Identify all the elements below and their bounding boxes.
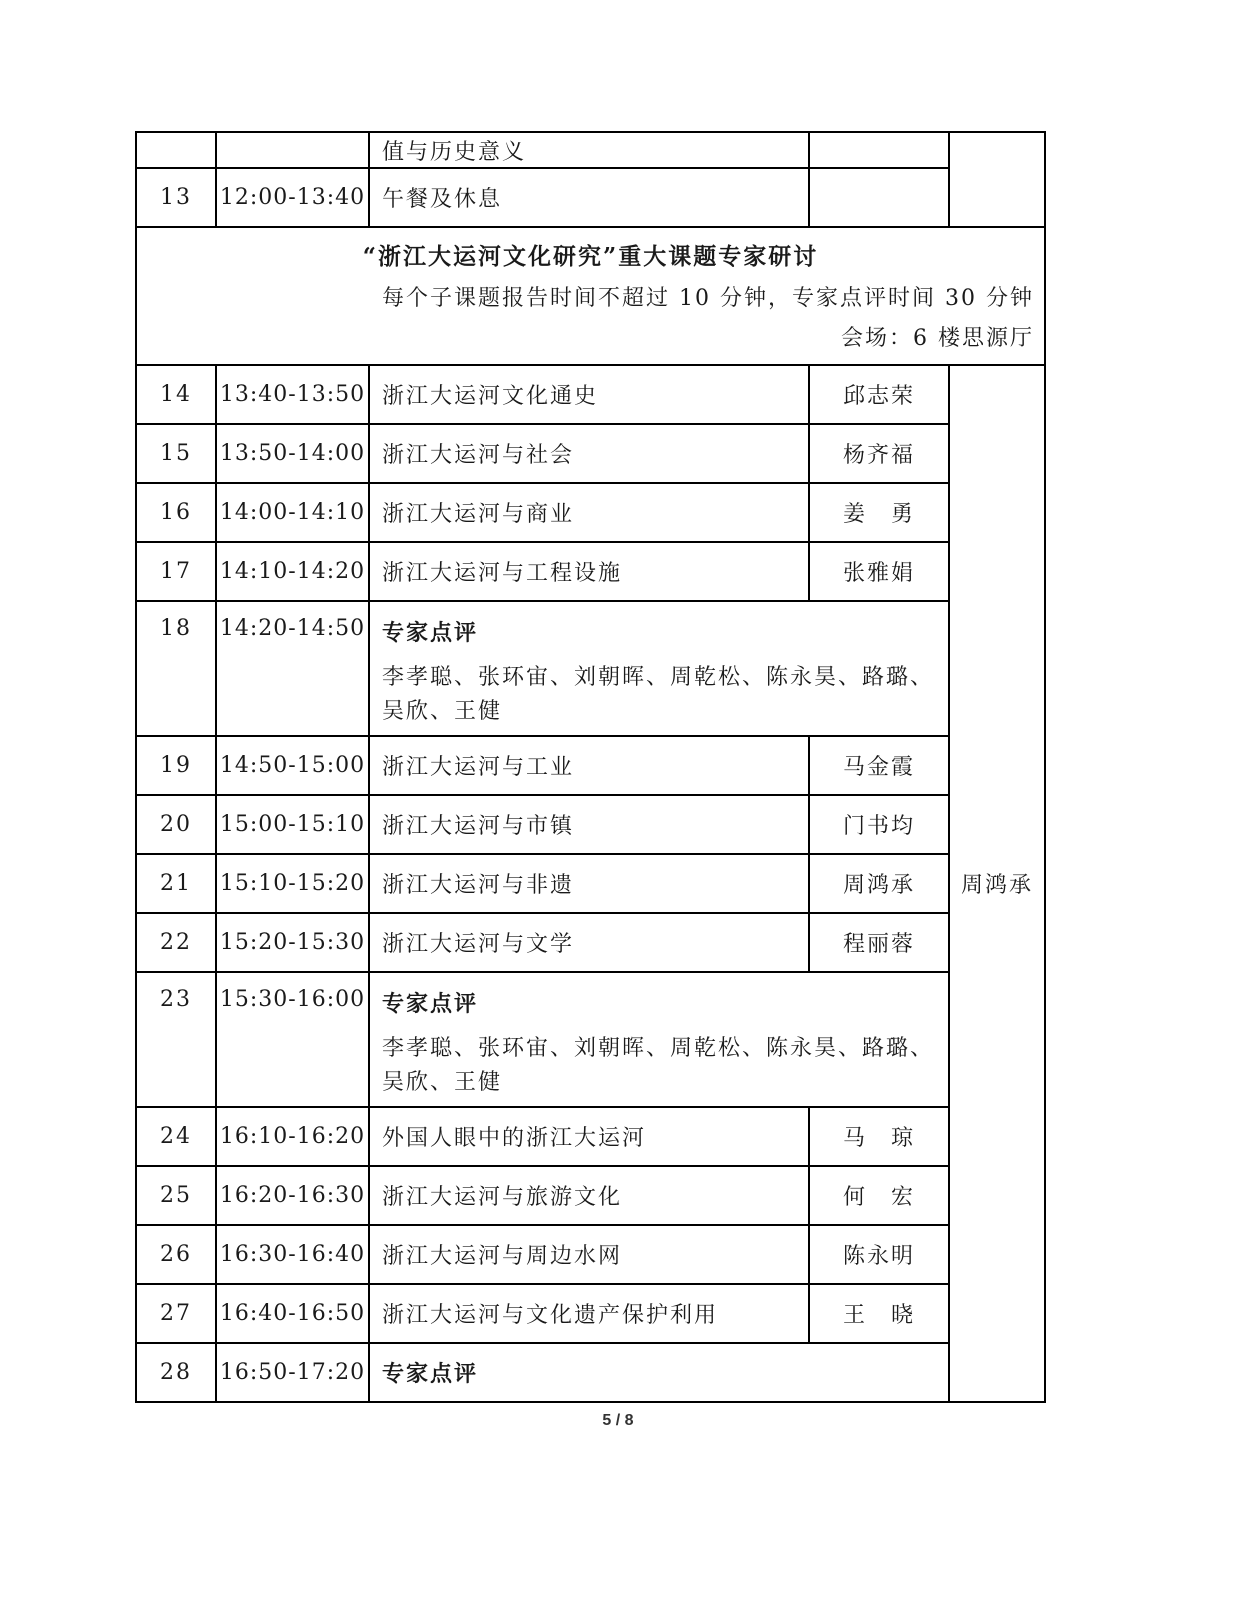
row-time: 14:20-14:50: [216, 601, 369, 736]
row-number: 22: [136, 913, 216, 972]
row-time: [216, 132, 369, 168]
table-row: [136, 132, 1045, 168]
row-number: 14: [136, 365, 216, 424]
table-row: [136, 854, 1045, 913]
section-header-row: [136, 227, 1045, 365]
table-row: [136, 542, 1045, 601]
table-row: [136, 1166, 1045, 1225]
row-topic: 浙江大运河与文化遗产保护利用: [369, 1284, 809, 1343]
row-number: 16: [136, 483, 216, 542]
row-topic: 浙江大运河与文学: [369, 913, 809, 972]
review-title: 专家点评: [382, 991, 479, 1017]
review-row: [136, 1343, 1045, 1402]
row-time: 13:50-14:00: [216, 424, 369, 483]
table-row: [136, 1225, 1045, 1284]
row-number: 28: [136, 1343, 216, 1402]
section-note: 每个子课题报告时间不超过 10 分钟，专家点评时间 30 分钟: [382, 286, 1034, 311]
row-time: 15:00-15:10: [216, 795, 369, 854]
section-title: “浙江大运河文化研究”重大课题专家研讨: [362, 243, 819, 270]
review-cell: [369, 972, 949, 1107]
review-row: [136, 972, 1045, 1107]
row-time: 15:20-15:30: [216, 913, 369, 972]
row-number: 19: [136, 736, 216, 795]
row-time: 16:20-16:30: [216, 1166, 369, 1225]
row-speaker: 杨齐福: [809, 424, 949, 483]
review-row: [136, 601, 1045, 736]
schedule-body: [136, 365, 1045, 1402]
host-cell: 周鸿承: [949, 365, 1045, 1402]
row-number: 25: [136, 1166, 216, 1225]
row-time: 12:00-13:40: [216, 168, 369, 227]
table-row: [136, 913, 1045, 972]
row-speaker: 陈永明: [809, 1225, 949, 1284]
row-topic: 浙江大运河与商业: [369, 483, 809, 542]
table-row: [136, 795, 1045, 854]
row-time: 13:40-13:50: [216, 365, 369, 424]
row-topic: 浙江大运河与工业: [369, 736, 809, 795]
row-time: 16:30-16:40: [216, 1225, 369, 1284]
host-cell-empty: [949, 132, 1045, 227]
row-topic: 浙江大运河与旅游文化: [369, 1166, 809, 1225]
row-speaker: 马 琼: [809, 1107, 949, 1166]
table-row: [136, 168, 1045, 227]
row-number: 27: [136, 1284, 216, 1343]
review-cell: [369, 601, 949, 736]
row-speaker: 马金霞: [809, 736, 949, 795]
row-speaker: 邱志荣: [809, 365, 949, 424]
table-row: [136, 424, 1045, 483]
table-row: [136, 365, 1045, 424]
table-row: [136, 1107, 1045, 1166]
row-speaker: 何 宏: [809, 1166, 949, 1225]
row-number: [136, 132, 216, 168]
row-time: 16:10-16:20: [216, 1107, 369, 1166]
table-row: [136, 1284, 1045, 1343]
row-number: 15: [136, 424, 216, 483]
row-topic: 浙江大运河与工程设施: [369, 542, 809, 601]
review-cell: [369, 1343, 949, 1402]
review-experts: 李孝聪、张环宙、刘朝晖、周乾松、陈永昊、路璐、吴欣、王健: [382, 1036, 935, 1095]
row-topic: 浙江大运河与非遗: [369, 854, 809, 913]
row-time: 14:10-14:20: [216, 542, 369, 601]
row-topic: 浙江大运河文化通史: [369, 365, 809, 424]
section-header: [136, 227, 1045, 365]
section-venue: 会场：6 楼思源厅: [841, 326, 1034, 351]
row-time: 14:50-15:00: [216, 736, 369, 795]
row-topic: 浙江大运河与社会: [369, 424, 809, 483]
row-topic: 浙江大运河与周边水网: [369, 1225, 809, 1284]
table-row: [136, 483, 1045, 542]
row-number: 24: [136, 1107, 216, 1166]
row-speaker: [809, 168, 949, 227]
row-speaker: 门书均: [809, 795, 949, 854]
row-speaker: 姜 勇: [809, 483, 949, 542]
review-title: 专家点评: [382, 1361, 479, 1387]
row-speaker: 王 晓: [809, 1284, 949, 1343]
row-time: 16:40-16:50: [216, 1284, 369, 1343]
row-speaker: [809, 132, 949, 168]
row-number: 20: [136, 795, 216, 854]
row-topic: 值与历史意义: [369, 132, 809, 168]
row-topic: 午餐及休息: [369, 168, 809, 227]
row-speaker: 程丽蓉: [809, 913, 949, 972]
row-number: 23: [136, 972, 216, 1107]
row-speaker: 张雅娟: [809, 542, 949, 601]
row-speaker: 周鸿承: [809, 854, 949, 913]
table-row: [136, 736, 1045, 795]
page-number: 5 / 8: [602, 1412, 634, 1429]
row-number: 17: [136, 542, 216, 601]
row-topic: 浙江大运河与市镇: [369, 795, 809, 854]
review-title: 专家点评: [382, 620, 479, 646]
schedule-table: [135, 131, 1046, 1403]
row-number: 13: [136, 168, 216, 227]
row-time: 15:10-15:20: [216, 854, 369, 913]
row-time: 16:50-17:20: [216, 1343, 369, 1402]
row-number: 26: [136, 1225, 216, 1284]
row-number: 18: [136, 601, 216, 736]
row-time: 15:30-16:00: [216, 972, 369, 1107]
row-time: 14:00-14:10: [216, 483, 369, 542]
review-experts: 李孝聪、张环宙、刘朝晖、周乾松、陈永昊、路璐、吴欣、王健: [382, 665, 935, 724]
row-topic: 外国人眼中的浙江大运河: [369, 1107, 809, 1166]
row-number: 21: [136, 854, 216, 913]
